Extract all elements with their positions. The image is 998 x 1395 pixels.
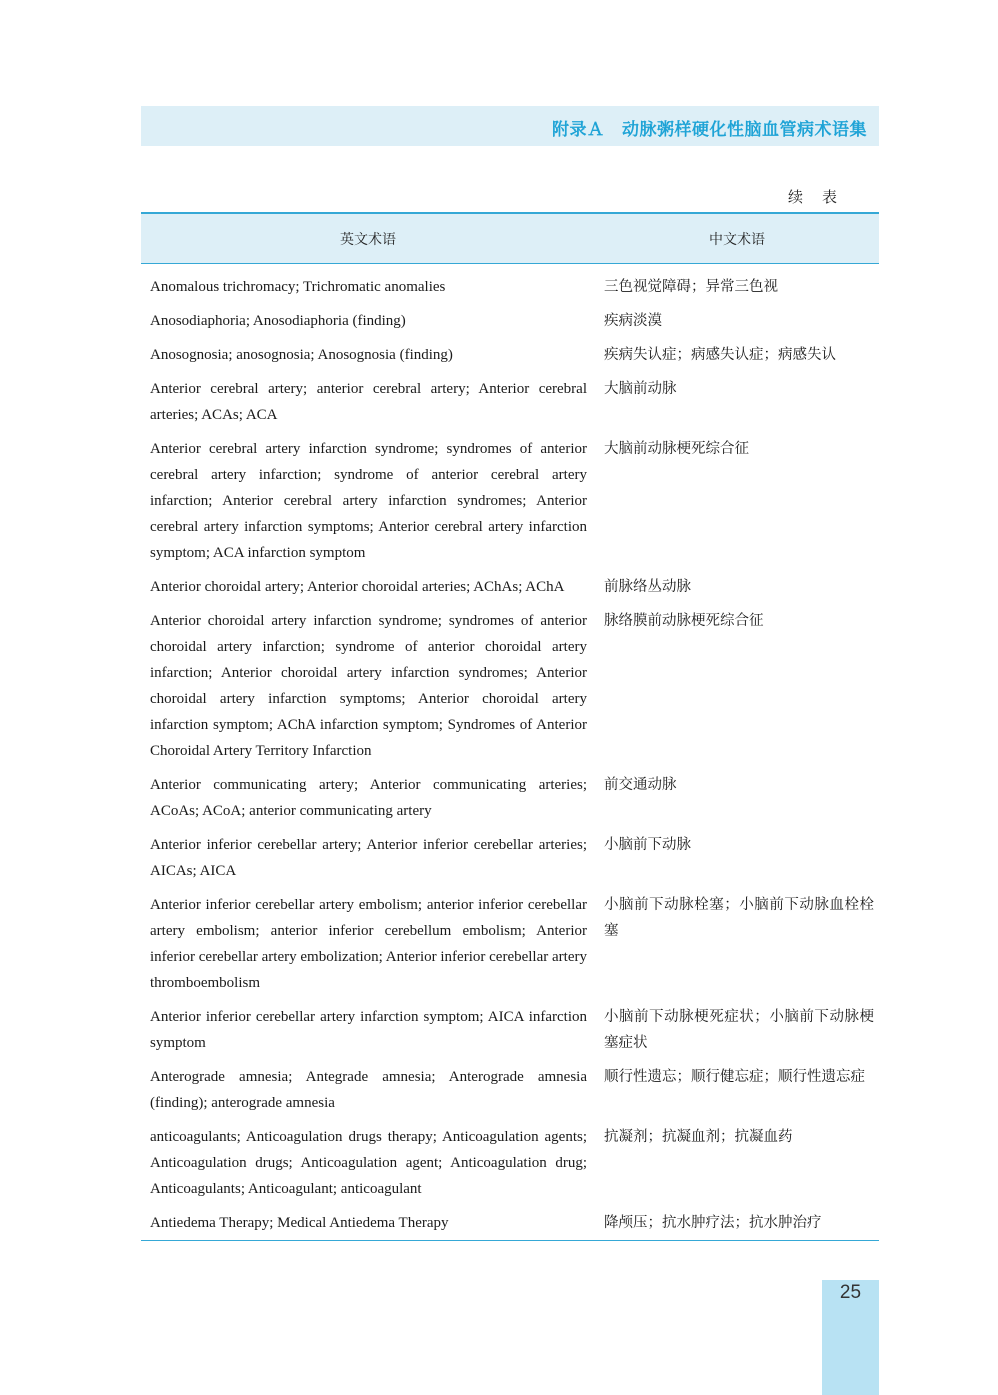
running-header [141,106,879,146]
table-row [141,888,879,1000]
chinese-term-cell: 疾病失认症；病感失认症；病感失认 [604,347,836,363]
page-number-tab [822,1280,879,1395]
english-term-cell: Anterior cerebral artery infarction syndrome; syndromes of anterior cerebral artery infarction; syndrome of anterior cerebral artery infarction; Anterior cerebral artery infarction syndromes; Anterior cerebral artery infarction symptoms; Anterior cerebral artery infarction symptom; ACA infarction symptom [150,441,587,561]
terminology-table [141,212,879,1241]
chinese-term-cell: 大脑前动脉 [604,381,677,397]
table-row [141,1120,879,1206]
table-body [141,264,879,1240]
chinese-term-cell: 小脑前下动脉 [604,837,691,853]
table-row [141,304,879,338]
english-term-cell: Anterior choroidal artery; Anterior choroidal arteries; AChAs; AChA [150,579,565,595]
english-term-cell: Anterior communicating artery; Anterior communicating arteries; ACoAs; ACoA; anterior communicating artery [150,777,587,819]
chinese-term-cell: 脉络膜前动脉梗死综合征 [604,613,764,629]
column-header-chinese: 中文术语 [709,231,765,248]
chinese-term-cell: 前交通动脉 [604,777,677,793]
table-row [141,372,879,432]
chinese-term-cell: 三色视觉障碍；异常三色视 [604,279,778,295]
english-term-cell: Anosognosia; anosognosia; Anosognosia (finding) [150,347,453,363]
table-row [141,604,879,768]
table-row [141,768,879,828]
table-row [141,432,879,570]
english-term-cell: Anterograde amnesia; Antegrade amnesia; Anterograde amnesia (finding); anterograde amnesia [150,1069,587,1111]
chinese-term-cell: 疾病淡漠 [604,313,662,329]
chinese-term-cell: 前脉络丛动脉 [604,579,691,595]
table-row [141,270,879,304]
chinese-term-cell: 降颅压；抗水肿疗法；抗水肿治疗 [604,1215,822,1231]
chinese-term-cell: 大脑前动脉梗死综合征 [604,441,749,457]
chinese-term-cell: 小脑前下动脉栓塞；小脑前下动脉血栓栓塞 [604,897,874,939]
english-term-cell: anticoagulants; Anticoagulation drugs therapy; Anticoagulation agents; Anticoagulation drugs; Anticoagulation agent; Anticoagulation drug; Anticoagulants; Anticoagulant; anticoagulant [150,1129,587,1197]
english-term-cell: Anterior inferior cerebellar artery infarction symptom; AICA infarction symptom [150,1009,587,1051]
page-number: 25 [839,1282,862,1303]
running-header-title: 附录Ａ 动脉粥样硬化性脑血管病术语集 [552,120,867,140]
english-term-cell: Anterior inferior cerebellar artery embolism; anterior inferior cerebellar artery embolism; anterior inferior cerebellum embolism; Anterior inferior cerebellar artery embolization; Anterior inferior cerebellar artery thromboembolism [150,897,587,991]
english-term-cell: Antiedema Therapy; Medical Antiedema Therapy [150,1215,449,1231]
table-row [141,1206,879,1240]
column-header-english: 英文术语 [340,231,396,248]
english-term-cell: Anterior cerebral artery; anterior cerebral artery; Anterior cerebral arteries; ACAs; ACA [150,381,587,423]
english-term-cell: Anomalous trichromacy; Trichromatic anomalies [150,279,446,295]
english-term-cell: Anterior inferior cerebellar artery; Anterior inferior cerebellar arteries; AICAs; AICA [150,837,587,879]
english-term-cell: Anterior choroidal artery infarction syndrome; syndromes of anterior choroidal artery infarction; syndrome of anterior choroidal artery infarction; Anterior choroidal artery infarction syndromes; Anterior choroidal artery infarction symptoms; Anterior choroidal artery infarction symptom; AChA infarction symptom; Syndromes of Anterior Choroidal Artery Territory Infarction [150,613,587,759]
table-row [141,338,879,372]
table-row [141,1060,879,1120]
table-continued-label: 续 表 [788,188,840,206]
table-row [141,1000,879,1060]
chinese-term-cell: 抗凝剂；抗凝血剂；抗凝血药 [604,1129,793,1145]
table-row [141,828,879,888]
english-term-cell: Anosodiaphoria; Anosodiaphoria (finding) [150,313,406,329]
chinese-term-cell: 顺行性遗忘；顺行健忘症；顺行性遗忘症 [604,1069,865,1085]
chinese-term-cell: 小脑前下动脉梗死症状；小脑前下动脉梗塞症状 [604,1009,874,1051]
table-header-row [141,214,879,264]
table-row [141,570,879,604]
